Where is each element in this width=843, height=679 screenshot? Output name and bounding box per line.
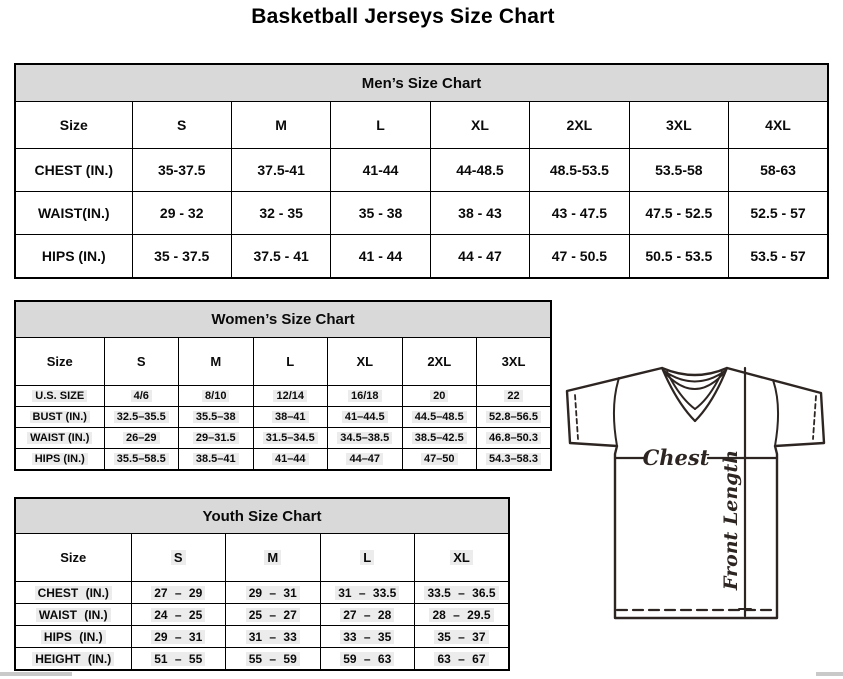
front-length-label: Front Length [720,449,742,591]
row-label: U.S. SIZE [15,386,104,407]
table-cell: 47 - 50.5 [530,235,629,279]
row-label: WAIST(IN.) [15,192,132,235]
table-cell: 35.5–58.5 [104,449,179,471]
row-label: WAIST (IN.) [15,428,104,449]
table-cell: 38.5–42.5 [402,428,477,449]
table-cell: 50.5 - 53.5 [629,235,728,279]
table-cell: 35 - 38 [331,192,430,235]
table-cell: 34.5–38.5 [328,428,403,449]
table-cell: 25 – 27 [226,604,321,626]
table-cell: 63 – 67 [415,648,510,671]
table-cell: 41 - 44 [331,235,430,279]
table-cell: 41-44 [331,149,430,192]
column-header: Size [15,534,131,582]
column-header: Size [15,338,104,386]
table-cell: 4/6 [104,386,179,407]
jersey-outline [567,368,824,618]
table-cell: 37.5-41 [231,149,330,192]
table-cell: 37.5 - 41 [231,235,330,279]
table-cell: 31 – 33.5 [320,582,415,604]
table-cell: 28 – 29.5 [415,604,510,626]
table-cell: 29 – 31 [131,626,226,648]
table-cell: 44–47 [328,449,403,471]
table-cell: 8/10 [179,386,254,407]
column-header: L [331,102,430,149]
table-cell: 44.5–48.5 [402,407,477,428]
row-label: BUST (IN.) [15,407,104,428]
column-header: XL [328,338,403,386]
womens-table-title: Women’s Size Chart [15,301,551,338]
table-cell: 38.5–41 [179,449,254,471]
table-cell: 53.5-58 [629,149,728,192]
jersey-diagram [556,358,837,630]
table-cell: 31 – 33 [226,626,321,648]
table-cell: 32 - 35 [231,192,330,235]
row-label: HIPS (IN.) [15,626,131,648]
table-cell: 24 – 25 [131,604,226,626]
table-cell: 54.3–58.3 [477,449,552,471]
mens-table-title: Men’s Size Chart [15,64,828,102]
table-cell: 35.5–38 [179,407,254,428]
table-cell: 35 - 37.5 [132,235,231,279]
table-cell: 32.5–35.5 [104,407,179,428]
column-header: M [226,534,321,582]
table-cell: 33.5 – 36.5 [415,582,510,604]
column-header: XL [430,102,529,149]
table-cell: 29 - 32 [132,192,231,235]
page-title: Basketball Jerseys Size Chart [251,5,555,28]
womens-size-table [14,300,552,471]
table-cell: 48.5-53.5 [530,149,629,192]
table-cell: 12/14 [253,386,328,407]
row-label: WAIST (IN.) [15,604,131,626]
table-cell: 33 – 35 [320,626,415,648]
table-cell: 20 [402,386,477,407]
row-label: HEIGHT (IN.) [15,648,131,671]
column-header: 2XL [530,102,629,149]
table-cell: 58-63 [729,149,828,192]
column-header: M [231,102,330,149]
table-cell: 51 – 55 [131,648,226,671]
column-header: 3XL [629,102,728,149]
table-cell: 29–31.5 [179,428,254,449]
column-header: L [253,338,328,386]
table-cell: 52.5 - 57 [729,192,828,235]
table-cell: 59 – 63 [320,648,415,671]
table-cell: 22 [477,386,552,407]
column-header: Size [15,102,132,149]
table-cell: 27 – 29 [131,582,226,604]
table-cell: 29 – 31 [226,582,321,604]
table-cell: 53.5 - 57 [729,235,828,279]
table-cell: 43 - 47.5 [530,192,629,235]
mens-size-table [14,63,829,279]
youth-size-table [14,497,510,671]
table-cell: 35 – 37 [415,626,510,648]
column-header: 3XL [477,338,552,386]
horizontal-scrollbar-fragment-left[interactable] [0,672,72,676]
row-label: HIPS (IN.) [15,235,132,279]
horizontal-scrollbar-fragment-right[interactable] [816,672,843,676]
table-cell: 27 – 28 [320,604,415,626]
table-cell: 55 – 59 [226,648,321,671]
table-cell: 52.8–56.5 [477,407,552,428]
column-header: L [320,534,415,582]
table-cell: 46.8–50.3 [477,428,552,449]
column-header: S [104,338,179,386]
table-cell: 31.5–34.5 [253,428,328,449]
table-cell: 35-37.5 [132,149,231,192]
table-cell: 47–50 [402,449,477,471]
column-header: 4XL [729,102,828,149]
column-header: S [132,102,231,149]
column-header: S [131,534,226,582]
column-header: 2XL [402,338,477,386]
table-cell: 47.5 - 52.5 [629,192,728,235]
column-header: M [179,338,254,386]
table-cell: 38 - 43 [430,192,529,235]
row-label: CHEST (IN.) [15,149,132,192]
table-cell: 41–44 [253,449,328,471]
row-label: HIPS (IN.) [15,449,104,471]
table-cell: 41–44.5 [328,407,403,428]
row-label: CHEST (IN.) [15,582,131,604]
table-cell: 44 - 47 [430,235,529,279]
table-cell: 16/18 [328,386,403,407]
table-cell: 26–29 [104,428,179,449]
chest-label: Chest [642,445,710,470]
jersey-illustration [556,358,837,630]
youth-table-title: Youth Size Chart [15,498,509,534]
column-header: XL [415,534,510,582]
table-cell: 38–41 [253,407,328,428]
table-cell: 44-48.5 [430,149,529,192]
